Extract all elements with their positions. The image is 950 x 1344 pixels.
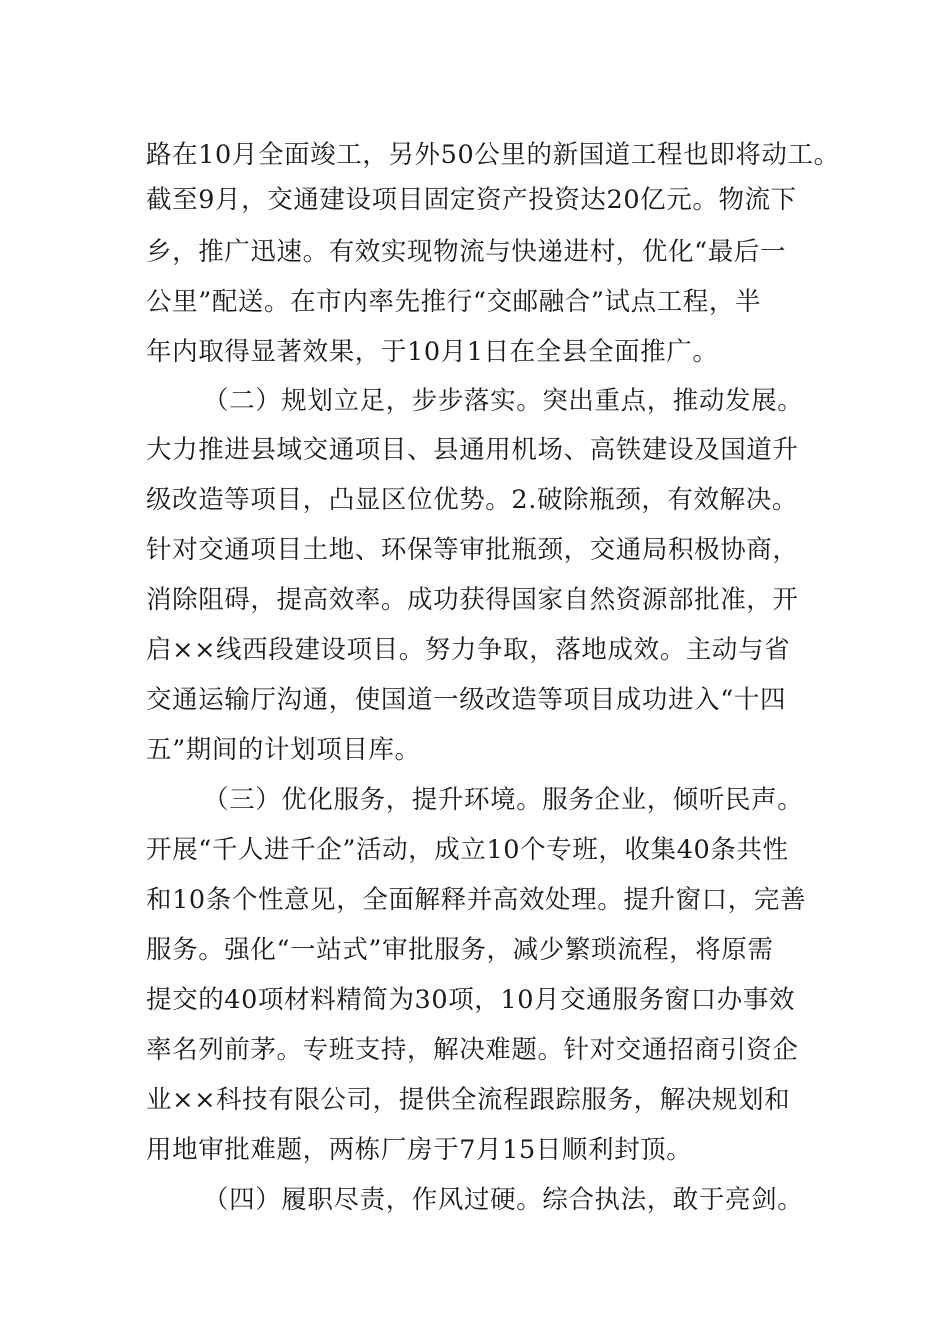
text-line: 大力推进县域交通项目、县通用机场、高铁建设及国道升 — [146, 435, 799, 465]
text-line: 级改造等项目，凸显区位优势。2.破除瓶颈，有效解决。 — [146, 485, 798, 515]
text-line: 提交的40项材料精简为30项，10月交通服务窗口办事效 — [146, 985, 796, 1015]
text-line: 和10条个性意见，全面解释并高效处理。提升窗口，完善 — [146, 885, 807, 915]
text-line: 截至9月，交通建设项目固定资产投资达20亿元。物流下 — [146, 185, 797, 215]
text-line: 消除阻碍，提高效率。成功获得国家自然资源部批准，开 — [146, 585, 799, 615]
text-line: 交通运输厅沟通，使国道一级改造等项目成功进入“十四 — [146, 685, 787, 715]
text-line: 率名列前茅。专班支持，解决难题。针对交通招商引资企 — [146, 1035, 799, 1065]
text-line: 启××线西段建设项目。努力争取，落地成效。主动与省 — [146, 635, 791, 665]
text-line: 业××科技有限公司，提供全流程跟踪服务，解决规划和 — [146, 1085, 791, 1115]
text-line: 针对交通项目土地、环保等审批瓶颈，交通局积极协商， — [146, 535, 799, 565]
text-line: 服务。强化“一站式”审批服务，减少繁琐流程，将原需 — [146, 935, 774, 965]
text-line: 路在10月全面竣工，另外50公里的新国道工程也即将动工。 — [146, 140, 840, 170]
section-heading-3: （三）优化服务，提升环境。服务企业，倾听民声。 — [203, 785, 804, 815]
text-line: 公里”配送。在市内率先推行“交邮融合”试点工程，半 — [146, 287, 762, 317]
text-line: 用地审批难题，两栋厂房于7月15日顺利封顶。 — [146, 1135, 693, 1165]
text-line: 五”期间的计划项目库。 — [146, 735, 421, 765]
section-heading-2: （二）规划立足，步步落实。突出重点，推动发展。 — [203, 386, 804, 416]
text-line: 乡，推广迅速。有效实现物流与快递进村，优化“最后一 — [146, 237, 787, 267]
section-heading-4: （四）履职尽责，作风过硬。综合执法，敢于亮剑。 — [203, 1185, 804, 1215]
text-line: 年内取得显著效果，于10月1日在全县全面推广。 — [146, 337, 719, 367]
text-line: 开展“千人进千企”活动，成立10个专班，收集40条共性 — [146, 835, 789, 865]
